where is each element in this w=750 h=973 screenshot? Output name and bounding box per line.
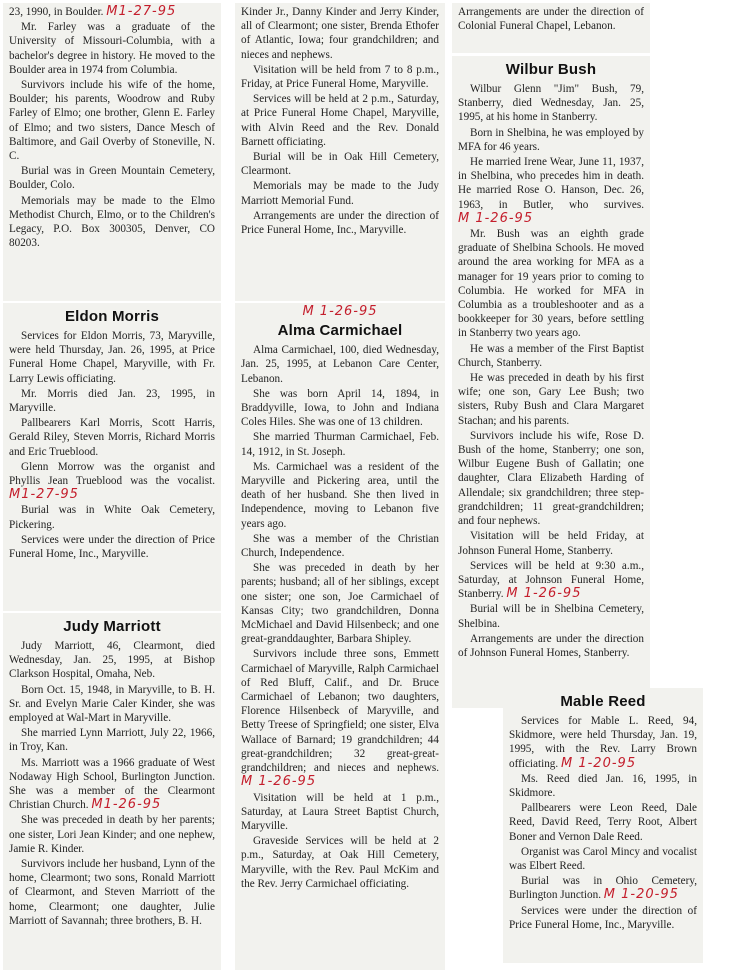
paragraph: Judy Marriott, 46, Clearmont, died Wednesday, Jan. 25, 1995, at Bishop Clarkson Hospital, Omaha, Neb. [9,640,215,681]
paragraph: Arrangements are under the direction of Johnson Funeral Homes, Stanberry. [458,632,644,659]
paragraph: Glenn Morrow was the organist and Phyllis Jean Trueblood was the vocalist. M1-27-95 [9,460,215,503]
paragraph: 23, 1990, in Boulder. M1-27-95 [9,4,177,19]
paragraph: She was preceded in death by her parents; husband; all of her siblings, except one sister; one son, Joe Carmichael of Kansas City; two grandchildren, Donna McMichael and David Hilsenbeck; and one great-granddaughter, Barbara Shipley. [241,562,439,646]
judy-marriott-continuation [235,3,445,301]
handwritten-date: M 1-20-95 [603,887,679,903]
handwritten-date: M 1-26-95 [506,586,582,602]
alma-carmichael-obituary [235,303,445,970]
paragraph: Burial was in Ohio Cemetery, Burlington Junction. M 1-20-95 [509,875,697,903]
paragraph: Visitation will be held from 7 to 8 p.m., Friday, at Price Funeral Home, Maryville. [241,63,439,91]
paragraph: Graveside Services will be held at 2 p.m., Saturday, at Oak Hill Cemetery, Maryville, with the Rev. Paul McKim and the Rev. Jerry Carmichael officiating. [241,835,439,890]
paragraph: She was preceded in death by her parents; one sister, Lori Jean Kinder; and one nephew, Jamie R. Kinder. [9,814,215,855]
paragraph: Kinder Jr., Danny Kinder and Jerry Kinder, all of Clearmont; one sister, Brenda Ethofer of Atlantic, Iowa; four grandchildren; and nieces and nephews. [241,6,439,61]
obituary-heading: Wilbur Bush [505,61,597,78]
paragraph: Arrangements are under the direction of Price Funeral Home, Inc., Maryville. [241,209,439,237]
handwritten-date: M 1-26-95 [458,210,534,226]
eldon-morris-obituary [3,303,221,611]
paragraph: Services will be held at 9:30 a.m., Saturday, at Johnson Funeral Home, Stanberry. M 1-26-95 [458,559,644,602]
mable-reed-obituary [503,688,703,963]
handwritten-date: M 1-26-95 [302,304,378,319]
paragraph: Services will be held at 2 p.m., Saturday, at Price Funeral Home Chapel, Maryville, with Alvin Reed and the Rev. Donald Barnett officiating. [241,93,439,148]
paragraph: Alma Carmichael, 100, died Wednesday, Jan. 25, 1995, at Lebanon Care Center, Lebanon. [241,344,439,385]
paragraph: Burial will be in Oak Hill Cemetery, Clearmont. [241,151,439,178]
paragraph: Born in Shelbina, he was employed by MFA for 46 years. [458,126,644,153]
paragraph: Burial was in Green Mountain Cemetery, Boulder, Colo. [9,165,215,192]
paragraph: Born Oct. 15, 1948, in Maryville, to B. H. Sr. and Evelyn Marie Caler Kinder, she was employed at Wal-Mart in Maryville. [9,683,215,725]
colonial-funeral-fragment [452,3,650,53]
paragraph: Burial was in White Oak Cemetery, Pickering. [9,504,215,531]
handwritten-date: M1-27-95 [9,487,79,503]
judy-marriott-obituary [3,613,221,970]
obituary-heading: Eldon Morris [64,308,160,325]
handwritten-date: M1-27-95 [106,4,177,19]
handwritten-date: M 1-20-95 [561,755,637,771]
obituary-heading: Alma Carmichael [277,322,403,340]
paragraph: Organist was Carol Mincy and vocalist was Elbert Reed. [509,845,697,873]
paragraph: She married Lynn Marriott, July 22, 1966, in Troy, Kan. [9,727,215,754]
paragraph: He was preceded in death by his first wife; one son, Gary Lee Bush; two sisters, Ruby Bush and Clara Margaret Stachan; and his parents. [458,372,644,427]
paragraph: He married Irene Wear, June 11, 1937, in Shelbina, who precedes him in death. He married Rose O. Hanson, Dec. 26, 1963, in Butler, who survives. M 1-26-95 [458,156,644,226]
paragraph: Pallbearers were Leon Reed, Dale Reed, David Reed, Terry Root, Albert Boner and Vernon Dale Reed. [509,802,697,843]
paragraph: Mr. Morris died Jan. 23, 1995, in Maryville. [9,387,215,415]
paragraph: Services for Mable L. Reed, 94, Skidmore, were held Thursday, Jan. 19, 1995, with the Rev. Larry Brown officiating. M 1-20-95 [509,715,697,771]
paragraph: Services were under the direction of Price Funeral Home, Inc., Maryville. [509,904,697,931]
paragraph: Mr. Farley was a graduate of the University of Missouri-Columbia, with a bachelor's degree in history. He moved to the Boulder area in 1974 from Columbia. [9,21,215,76]
paragraph: Pallbearers Karl Morris, Scott Harris, Gerald Riley, Steven Morris, Richard Morris and Eric Trueblood. [9,417,215,458]
paragraph: He was a member of the First Baptist Church, Stanberry. [458,342,644,369]
paragraph: Visitation will be held at 1 p.m., Saturday, at Laura Street Baptist Church, Maryville. [241,791,439,832]
handwritten-date: M 1-26-95 [241,774,317,790]
paragraph: Ms. Carmichael was a resident of the Maryville and Pickering area, until the death of her husband. She then lived in Independence, moving to Lebanon five years ago. [241,460,439,530]
paragraph: Burial will be in Shelbina Cemetery, Shelbina. [458,603,644,630]
paragraph: Survivors include his wife, Rose D. Bush of the home, Stanberry; one son, Wilbur Eugene Bush of Gallatin; one daughter, Clara Elizabeth Harding of Allendale; six grandchildren; three step-grandchildren; 11 great-grandchildren; and four nephews. [458,429,644,528]
paragraph: She was born April 14, 1894, in Braddyville, Iowa, to John and Indiana Coles Hiles. She was one of 13 children. [241,387,439,429]
paragraph: Survivors include his wife of the home, Boulder; his parents, Woodrow and Ruby Farley of Elmo; one brother, Glenn E. Farley of Elmo; and two sisters, Dance Mesch of Baltimore, and Gail Overby of Stoneville, N. C. [9,79,215,163]
obituary-heading: Judy Marriott [63,618,161,635]
handwritten-date-line [241,305,439,319]
paragraph: Memorials may be made to the Judy Marriott Memorial Fund. [241,180,439,207]
paragraph: She was a member of the Christian Church, Independence. [241,532,439,560]
farley-obituary-fragment [3,3,221,301]
paragraph: Memorials may be made to the Elmo Methodist Church, Elmo, or to the Children's Legacy, P.O. Box 300305, Denver, CO 80203. [9,194,215,250]
paragraph: Services for Eldon Morris, 73, Maryville, were held Thursday, Jan. 26, 1995, at Price Funeral Home Chapel, Maryville, with Fr. Larry Lewis officiating. [9,330,215,385]
paragraph: Services were under the direction of Price Funeral Home, Inc., Maryville. [9,533,215,561]
paragraph: Survivors include three sons, Emmett Carmichael of Maryville, Ralph Carmichael of Red Bluff, Calif., and Dr. Bruce Carmichael of Lebanon; two daughters, Florence Hilsenbeck of Maryville, and Betty Treese of Springfield; one sister, Elva Wallace of Barnard; 19 grandchildren; 44 great-grandchildren; 32 great-great-grandchildren; and nieces and nephews. M 1-26-95 [241,648,439,790]
paragraph: Arrangements are under the direction of Colonial Funeral Chapel, Lebanon. [458,6,644,33]
paragraph: Survivors include her husband, Lynn of the home, Clearmont; two sons, Ronald Marriott of Clearmont, and Steven Marriott of the home, Clearmont; one daughter, Julie Marriott of Savannah; three brothers, B. H. [9,858,215,927]
paragraph: Ms. Reed died Jan. 16, 1995, in Skidmore. [509,772,697,800]
paragraph: Ms. Marriott was a 1966 graduate of West Nodaway High School, Burlington Junction. She was a member of the Clearmont Christian Church. M1-26-95 [9,756,215,813]
paragraph: Visitation will be held Friday, at Johnson Funeral Home, Stanberry. [458,530,644,557]
handwritten-date: M1-26-95 [91,797,162,813]
obituary-heading: Mable Reed [560,693,646,710]
paragraph: Mr. Bush was an eighth grade graduate of Shelbina Schools. He moved around the area working for MFA as a manager for 19 years prior to coming to Columbia. He worked for MFA in Columbia as a troubleshooter and as a bookkeeper for 30 years, before settling in Stanberry two years ago. [458,228,644,340]
paragraph: Wilbur Glenn "Jim" Bush, 79, Stanberry, died Wednesday, Jan. 25, 1995, at his home in Stanberry. [458,83,644,124]
wilbur-bush-obituary [452,56,650,708]
paragraph: She married Thurman Carmichael, Feb. 14, 1912, in St. Joseph. [241,431,439,458]
